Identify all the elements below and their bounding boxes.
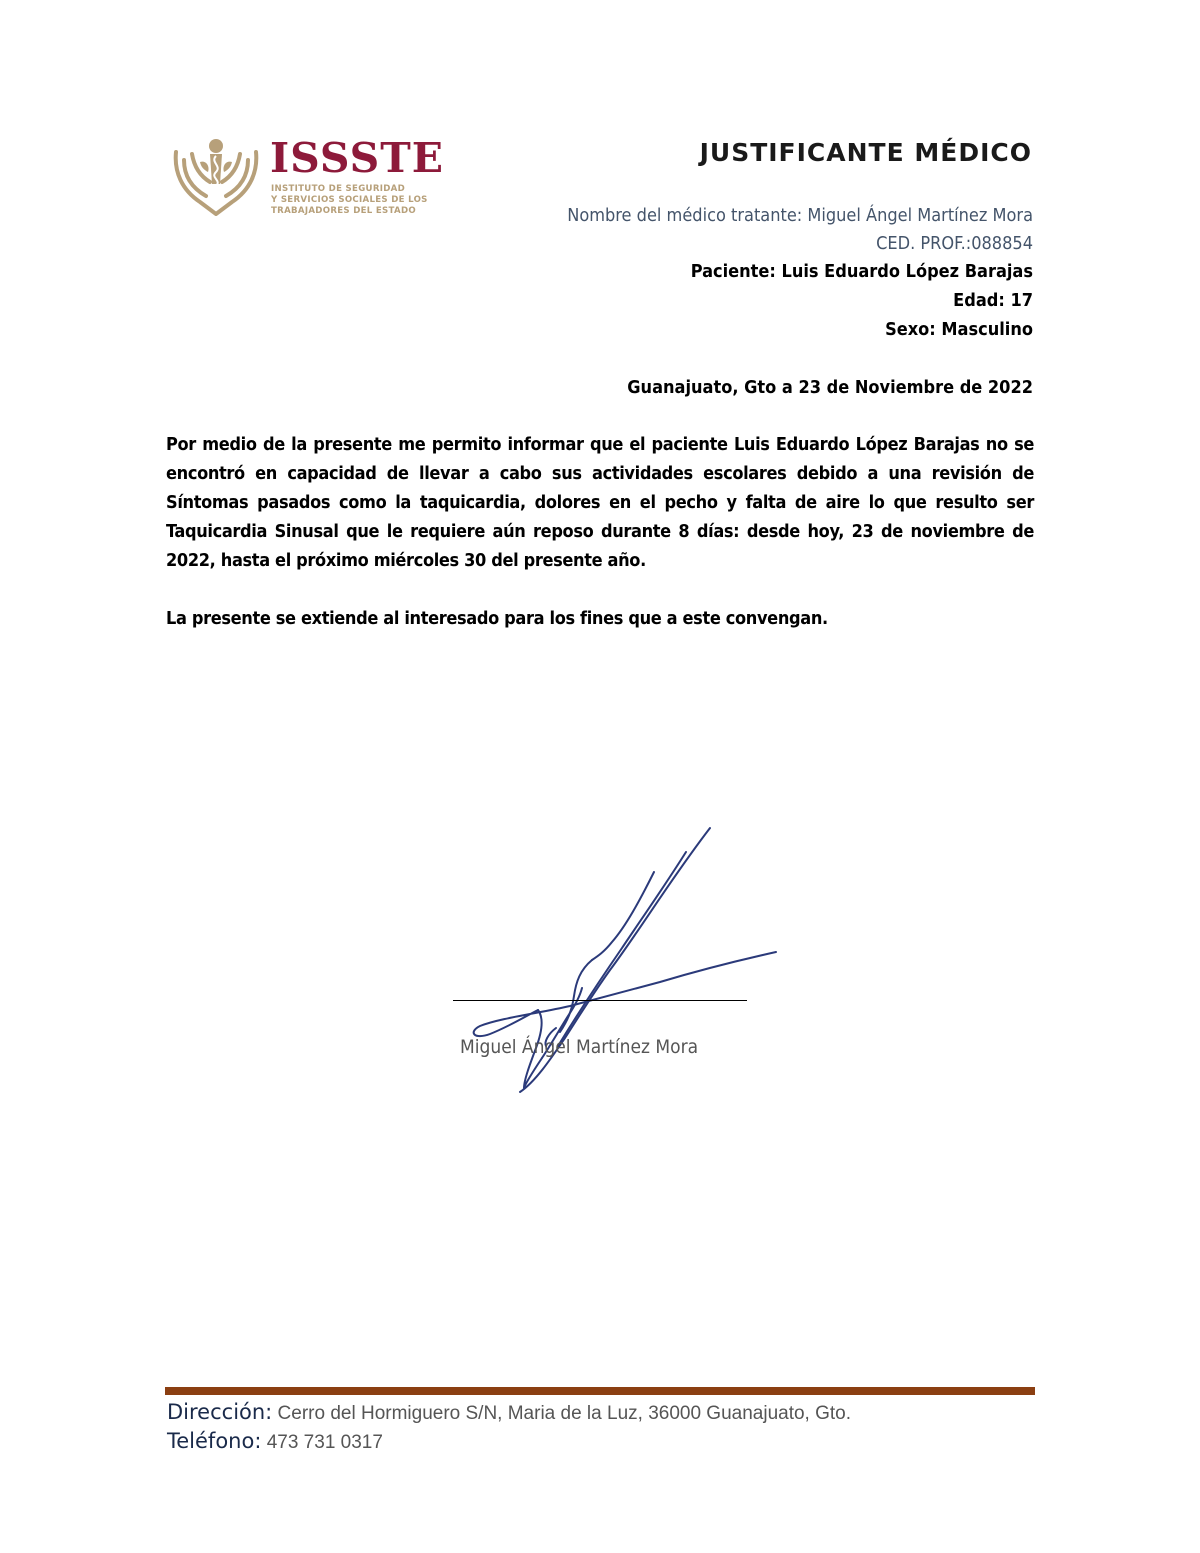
handwritten-signature-icon: [440, 820, 800, 1110]
signature-line: [453, 1000, 747, 1001]
issste-emblem-icon: [170, 132, 262, 222]
license-label: CED. PROF.:: [876, 233, 972, 254]
phone-row: [167, 1429, 383, 1454]
logo-subtitle-line: Y SERVICIOS SOCIALES DE LOS: [271, 195, 428, 205]
professional-license-line: [876, 232, 1033, 256]
age-line: [953, 289, 1033, 313]
closing-statement: La presente se extiende al interesado para los fines que a este convengan.: [166, 608, 828, 629]
doctor-line: [567, 204, 1033, 228]
patient-name: Luis Eduardo López Barajas: [781, 261, 1033, 282]
license-value: 088854: [971, 233, 1033, 254]
address-label: Dirección:: [167, 1400, 273, 1424]
logo-subtitle-line: INSTITUTO DE SEGURIDAD: [271, 184, 406, 194]
signer-name: Miguel Ángel Martínez Mora: [460, 1036, 699, 1058]
logo-wordmark: ISSSTE: [270, 134, 444, 182]
issste-logo: [170, 132, 444, 222]
sex-value: Masculino: [941, 319, 1033, 340]
logo-subtitle-line: TRABAJADORES DEL ESTADO: [271, 206, 417, 216]
doctor-label: Nombre del médico tratante:: [567, 205, 808, 226]
sex-label: Sexo:: [885, 319, 942, 340]
place-date-line: Guanajuato, Gto a 23 de Noviembre de 2022: [627, 377, 1033, 398]
certificate-body: Por medio de la presente me permito informar que el paciente Luis Eduardo López Barajas no se encontró en capacidad de llevar a cabo sus actividades escolares debido a una revisión de Síntomas pasados como la taquicardia, dolores en el pecho y falta de aire lo que resulto ser Taquicardia Sinusal que le requiere aún reposo durante 8 días: desde hoy, 23 de noviembre de 2022, hasta el próximo miércoles 30 del presente año.: [166, 434, 1034, 571]
doctor-name: Miguel Ángel Martínez Mora: [807, 205, 1033, 226]
document-title: JUSTIFICANTE MÉDICO: [699, 138, 1032, 167]
patient-label: Paciente:: [690, 261, 782, 282]
address-row: [167, 1400, 851, 1425]
phone-label: Teléfono:: [167, 1429, 262, 1453]
age-value: 17: [1010, 290, 1033, 311]
phone-value: 473 731 0317: [261, 1432, 383, 1453]
footer-divider: [165, 1387, 1035, 1395]
age-label: Edad:: [953, 290, 1011, 311]
sex-line: [885, 318, 1033, 342]
address-value: Cerro del Hormiguero S/N, Maria de la Luz, 36000 Guanajuato, Gto.: [272, 1403, 852, 1424]
patient-line: [691, 260, 1033, 284]
logo-subtitle: [271, 184, 428, 217]
